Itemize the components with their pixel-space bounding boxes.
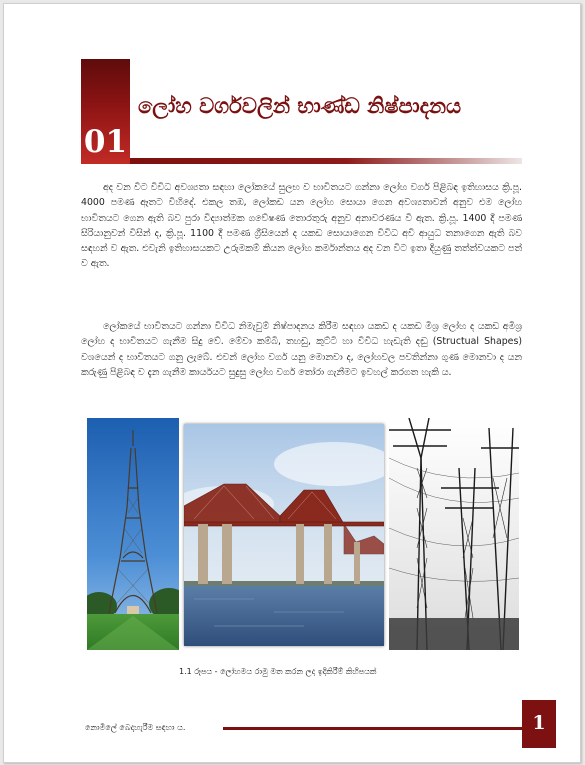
page-number: 1 [532, 712, 546, 734]
figure-caption: 1.1 රූපය - ලෝහමය රාමු මත කරන ලද ඉදිකිරීම් කිහිපයක් [179, 667, 377, 676]
power-pylons-photo [389, 418, 519, 650]
footer-rule [223, 727, 523, 730]
steel-bridge-photo [184, 424, 384, 646]
chapter-number-block [81, 59, 130, 164]
eiffel-tower-photo [87, 418, 179, 650]
title-underline [130, 158, 522, 164]
paragraph-1 [81, 180, 522, 272]
paragraph-1-text: අද වන විට විවිධ අවශ්‍යතා සඳහා ලෝකයේ සුලභ ව භාවිතයට ගන්නා ලෝහ වර්ග පිළිබඳ ඉතිහාසය ක්‍රි.පූ. 4000 පමණ ඈතට විහිදේ. එකල තඹ, ලෝකඩ යන ලෝහ සොයා ගෙන අවශ්‍යතාවන් අනුව එම ලෝහ භාවිතයට ගෙන ඇති බව පුරා විද්‍යාත්මක ගවේෂණ තොරතුරු අනුව අනාවරණය වී ඇත. ක්‍රි.පූ. 1400 දී පමණ සිරියානුවන් විසින් ද, ක්‍රි.පූ. 1100 දී පමණ ග්‍රීසියෙන් ද යකඩ සොයාගෙන විවිධ අවි ආයුධ තනාගෙන ඇති බව සඳහන් ව ඇත. එවැනි ඉතිහාසයකට උරුමකම් කියන ලෝහ කර්මාන්තය අද වන විට ඉතා දියුණු තත්ත්වයකට පත් ව ඇත. [81, 182, 522, 270]
footer-text: නොමිලේ බෙදාහැරීම සඳහා ය. [85, 723, 186, 732]
chapter-title: ලෝහ වර්ගවලින් භාණ්ඩ නිෂ්පාදනය [138, 94, 462, 118]
paragraph-2 [81, 319, 522, 380]
chapter-number: 01 [83, 124, 128, 160]
paragraph-2-text: ලෝකයේ භාවිතයට ගන්නා විවිධ නිමැවුම් නිෂ්පාදනය කිරීම සඳහා යකඩ ද යකඩ මිශ්‍ර ලෝහ ද යකඩ අමිශ්‍ර ලෝහ ද භාවිතයට ගැනීම සිදු වේ. මේවා කම්බි, තහඩු, කුට්ටි හා විවිධ හැඩැති දඬු (Structual Shapes) වශයෙන් ද භාවිතයට ගනු ලැබේ. එවන් ලෝහ වර්ග යනු මොනවා ද, ලෝහවල පවතින්නා ගුණ මොනවා ද යන කරුණු පිළිබඳ ව දැන ගැනීම කාර්යයට සුදුසු ලෝහ වර්ග තෝරා ගැනීමට ඉවහල් කරගත හැකි ය. [81, 321, 522, 378]
page-number-box [522, 700, 556, 748]
